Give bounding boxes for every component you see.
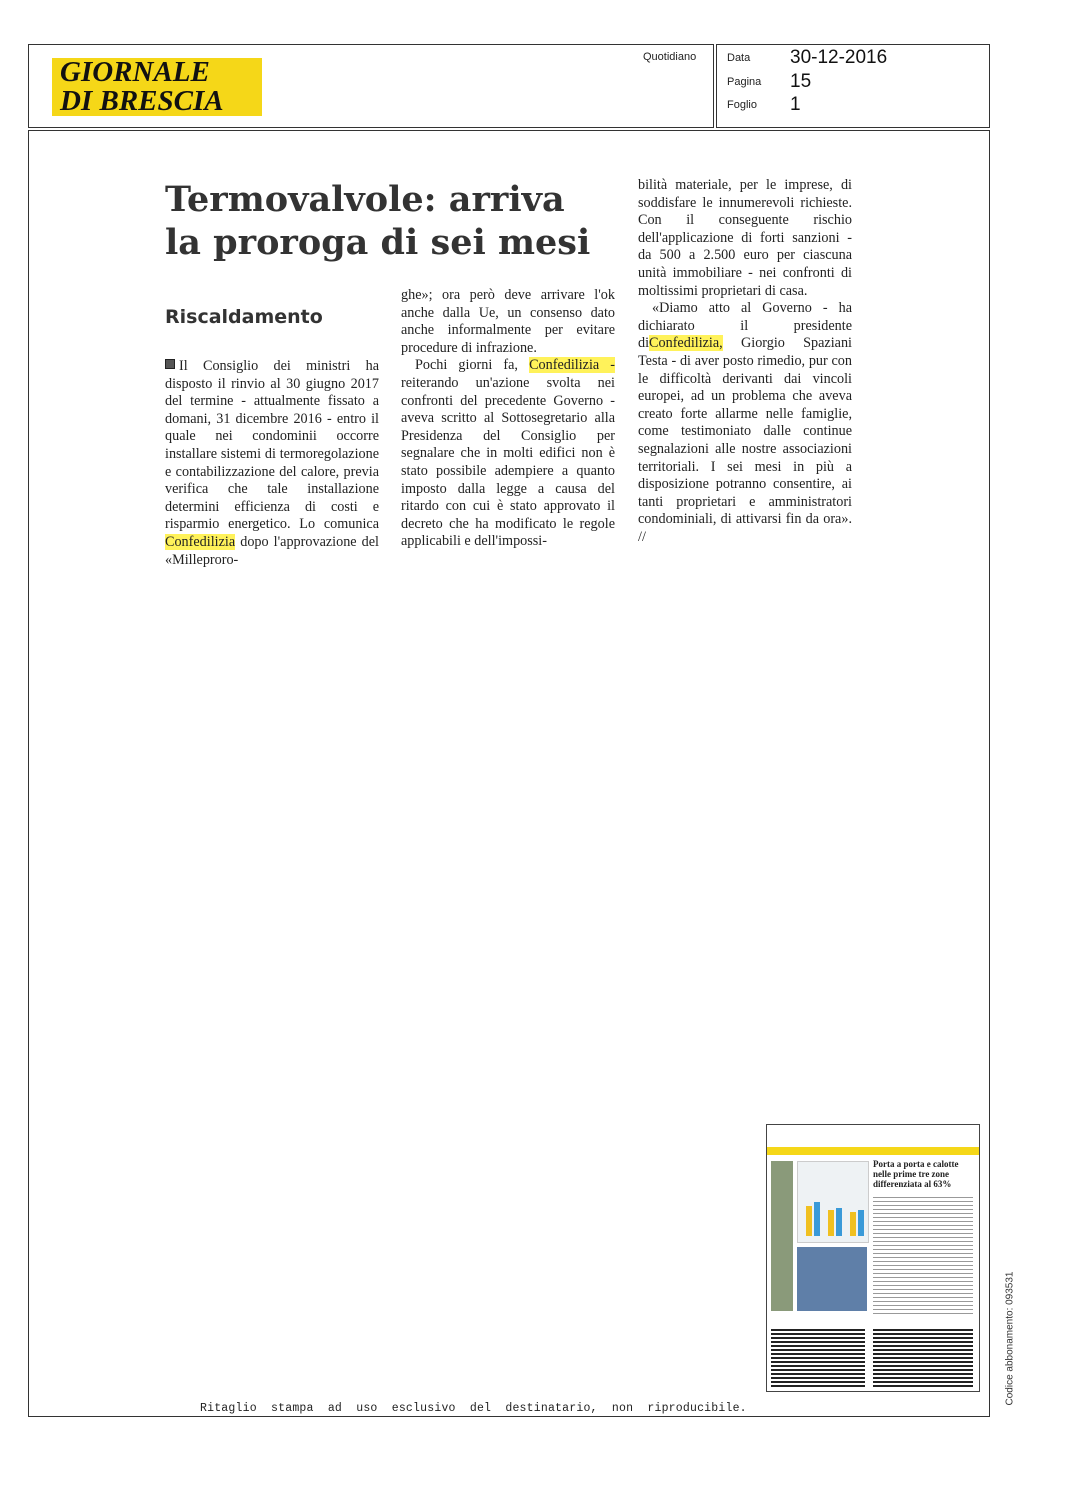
page-label: Pagina [727, 76, 762, 88]
thumbnail-photo [797, 1247, 867, 1311]
thumbnail-chart-bar [850, 1212, 856, 1236]
newspaper-logo [52, 58, 262, 116]
highlighted-term: Confedilizia, [649, 335, 723, 352]
page-value: 15 [790, 71, 812, 92]
sheet-value: 1 [790, 94, 801, 115]
article-column-2 [401, 287, 615, 551]
date-label: Data [727, 52, 751, 64]
paragraph [165, 358, 379, 569]
article-headline: Termovalvole: arriva la proroga di sei mesi [165, 179, 591, 263]
paragraph [638, 300, 852, 546]
footer-notice: Ritaglio stampa ad uso esclusivo del destinatario, non riproducibile. [200, 1402, 747, 1415]
highlighted-term: Confedilizia [165, 533, 236, 550]
text-run: Giorgio Spaziani Testa - di aver posto rimedio, pur con le difficoltà derivanti dai vincoli europei, ad un problema che aveva creato forte allarme nelle famiglie, come testimoniato dalle continue segnalazioni alle nostre associazioni territoriali. I sei mesi in più a disposizione potranno consentire, ai tanti proprietari e amministratori condominiali, di attivarsi fin da ora». [638, 335, 852, 528]
date-value: 30-12-2016 [790, 47, 888, 68]
highlighted-term: Confedilizia - [529, 357, 616, 374]
end-mark: // [638, 528, 646, 545]
bullet-icon [165, 359, 175, 369]
article-column-1 [165, 358, 379, 569]
text-run: dopo l'approvazione del «Milleproro- [165, 533, 379, 568]
publication-type: Quotidiano [643, 51, 697, 63]
thumbnail-text-block [873, 1329, 973, 1387]
paragraph: ghe»; ora però deve arrivare l'ok anche dalla Ue, un consenso dato anche informalmente per evitare procedure di infrazione. [401, 287, 615, 356]
article-column-3 [638, 177, 852, 546]
text-run: Il Consiglio dei ministri ha disposto il rinvio al 30 giugno 2017 del termine - attualmente fissato a domani, 31 dicembre 2016 - entro il quale nei condominii occorre installare sistemi di termoregolazione e contabilizzazione del calore, previa verifica che tale installazione determini efficienza di costi e risparmio energetico. Lo comunica [165, 358, 379, 533]
logo-line-1: GIORNALE [60, 56, 210, 88]
thumbnail-headline: Porta a porta e calotte nelle prime tre zone differenziata al 63% [873, 1159, 959, 1189]
page-thumbnail [766, 1124, 980, 1392]
article-kicker: Riscaldamento [165, 306, 323, 328]
thumbnail-chart-bar [858, 1210, 864, 1236]
sheet-label: Foglio [727, 99, 757, 111]
paragraph: bilità materiale, per le imprese, di soddisfare le innumerevoli richieste. Con il conseguente rischio dell'applicazione di forti sanzioni - da 500 a 2.500 euro per ciascuna unità immobiliare - nei confronti di moltissimi proprietari di casa. [638, 177, 852, 299]
text-run: reiterando un'azione svolta nei confronti del precedente Governo - aveva scritto al Sottosegretario alla Presidenza del Consiglio per segnalare che in molti edifici non è stato possibile adempiere a quanto imposto dalla legge a causa del ritardo con cui è stato approvato il decreto che ha modificato le regole applicabili e dell'impossi- [401, 374, 615, 550]
text-run: «Diamo atto al Governo - ha dichiarato il presidente di [638, 300, 852, 352]
thumbnail-chart-bar [836, 1208, 842, 1236]
thumbnail-yellow-band [767, 1147, 979, 1155]
thumbnail-text-block [771, 1329, 865, 1387]
thumbnail-photo-strip [771, 1161, 793, 1311]
thumbnail-chart-bar [828, 1210, 834, 1236]
paragraph [401, 357, 615, 551]
thumbnail-text-block [873, 1197, 973, 1317]
text-run: Pochi giorni fa, [415, 357, 518, 374]
thumbnail-chart-bar [814, 1202, 820, 1236]
subscription-code: Codice abbonamento: 093531 [1004, 1271, 1016, 1406]
thumbnail-chart [797, 1161, 869, 1243]
logo-line-2: DI BRESCIA [60, 85, 224, 117]
thumbnail-chart-bar [806, 1206, 812, 1236]
